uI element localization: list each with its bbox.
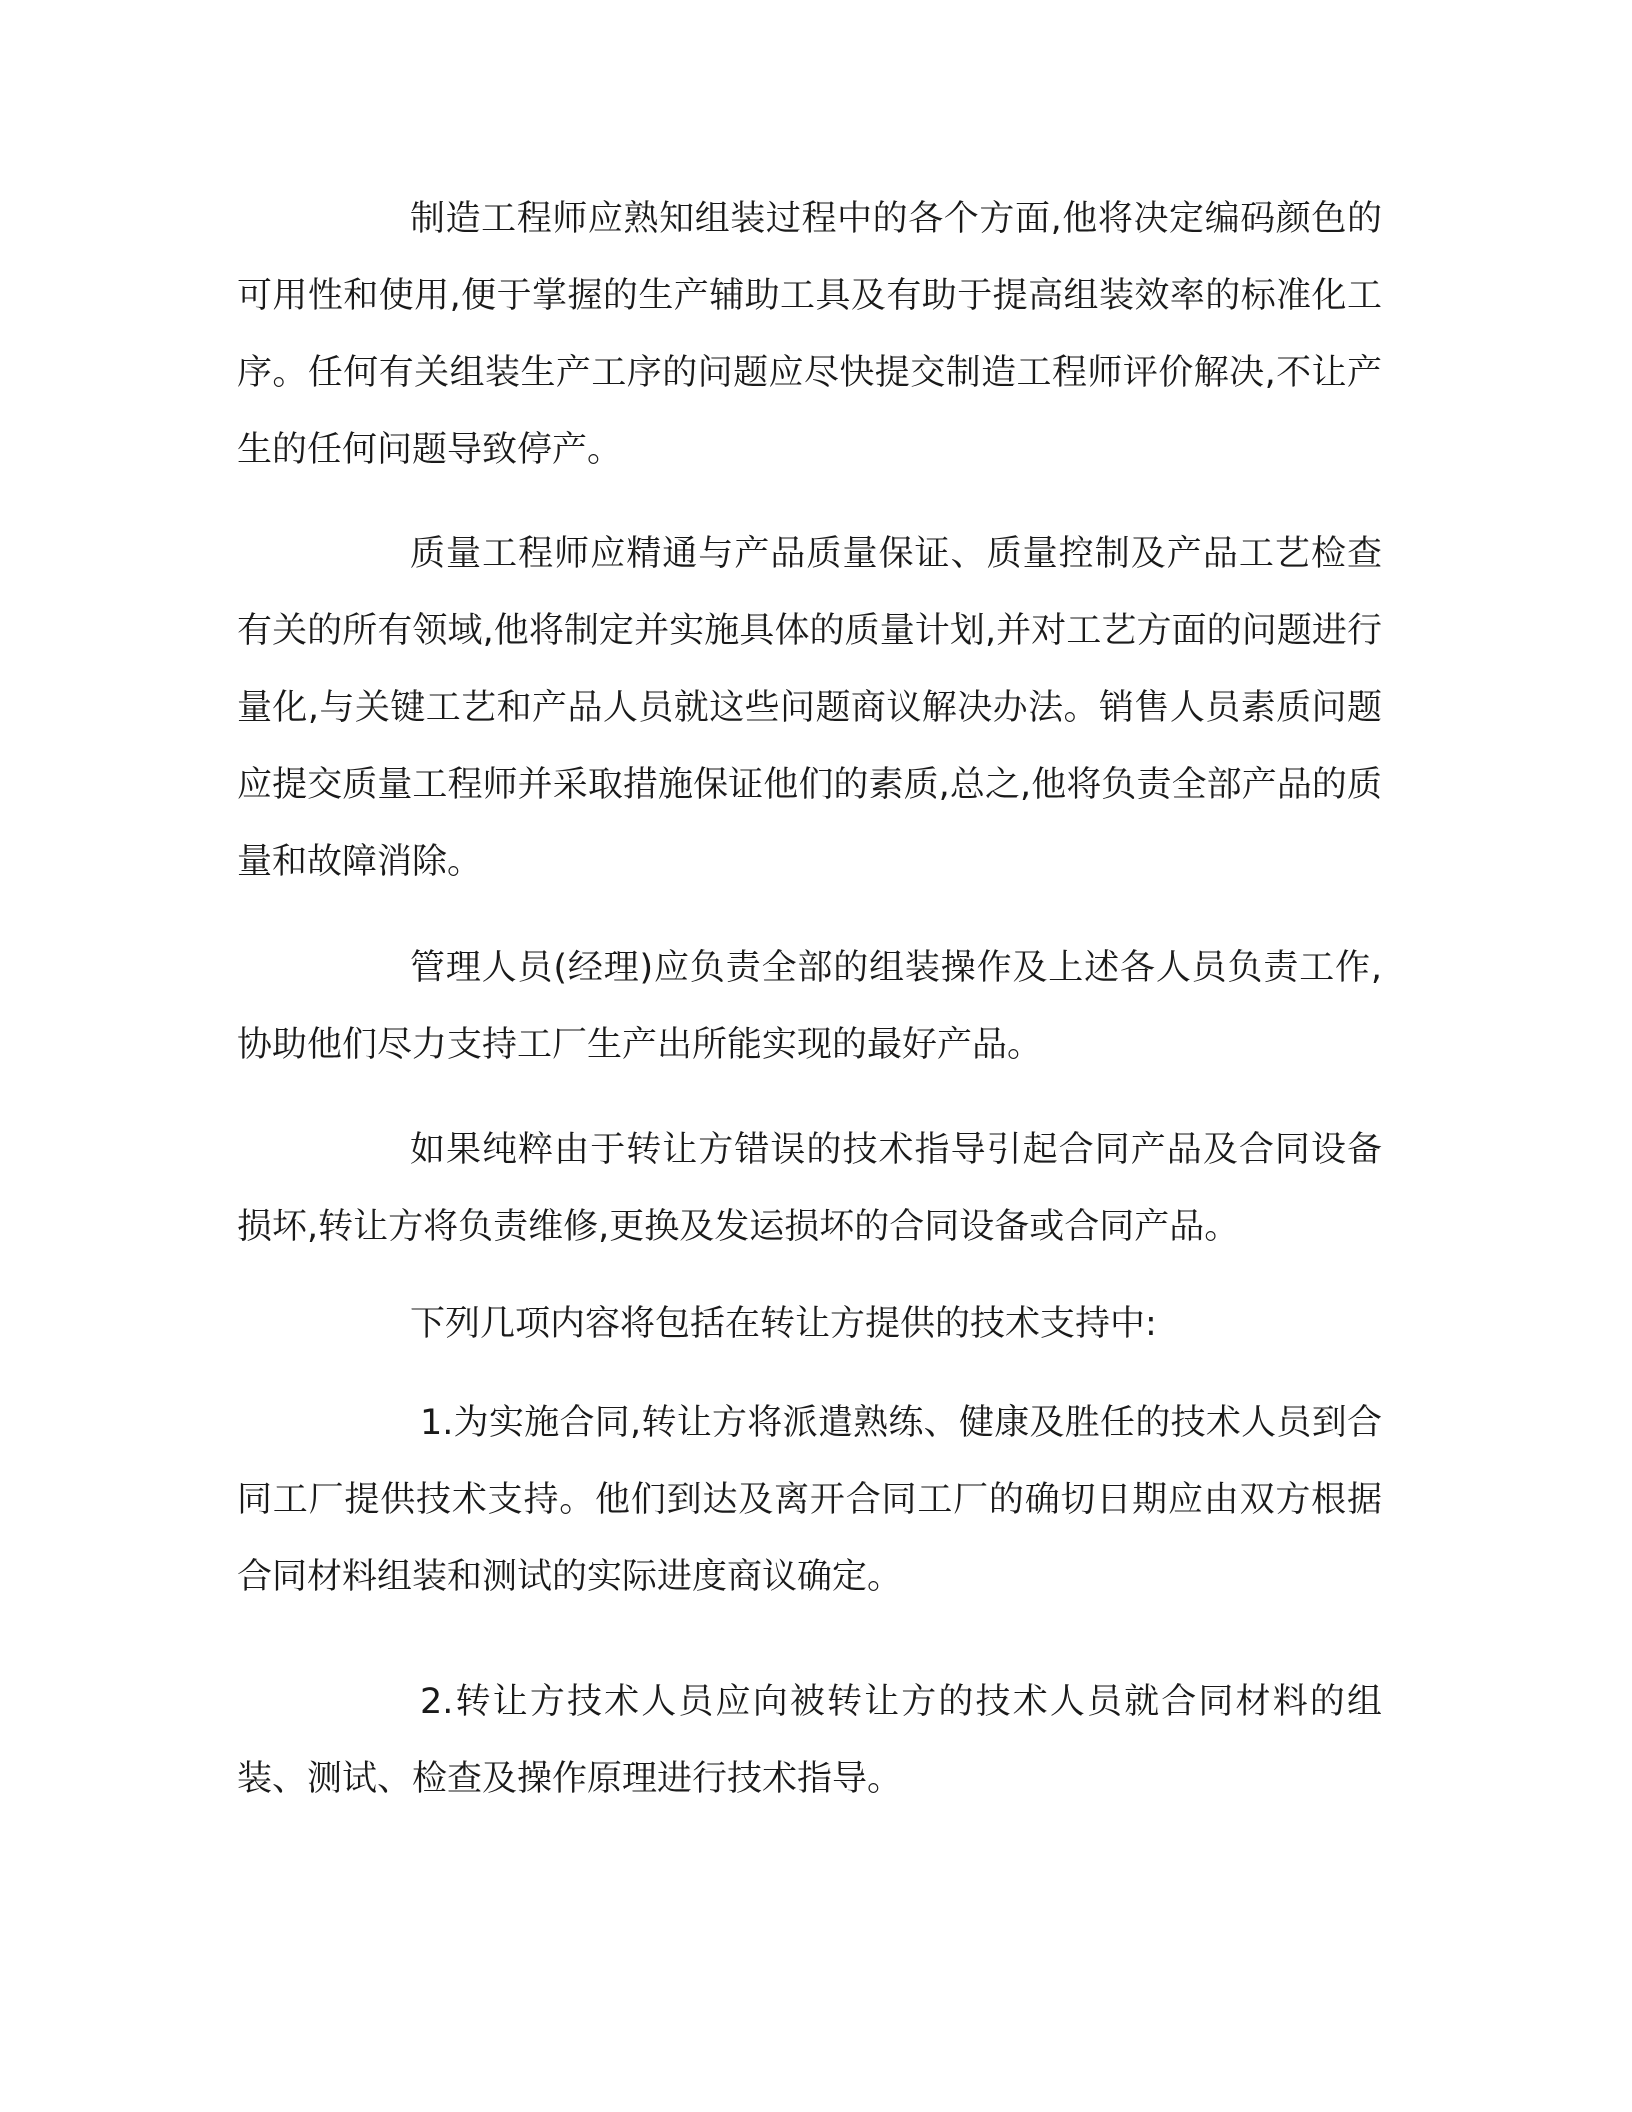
list-item-2: 2.转让方技术人员应向被转让方的技术人员就合同材料的组装、测试、检查及操作原理进行技术指导。 bbox=[237, 1682, 1382, 1799]
paragraph-manufacturing-engineer: 制造工程师应熟知组装过程中的各个方面,他将决定编码颜色的可用性和使用,便于掌握的生产辅助工具及有助于提高组装效率的标准化工序。任何有关组装生产工序的问题应尽快提交制造工程师评价解决,不让产生的任何问题导致停产。 bbox=[237, 199, 1382, 470]
paragraph-damage-responsibility: 如果纯粹由于转让方错误的技术指导引起合同产品及合同设备损坏,转让方将负责维修,更换及发运损坏的合同设备或合同产品。 bbox=[237, 1130, 1382, 1247]
paragraph-technical-support-intro: 下列几项内容将包括在转让方提供的技术支持中: bbox=[410, 1304, 1157, 1344]
list-item-1: 1.为实施合同,转让方将派遣熟练、健康及胜任的技术人员到合同工厂提供技术支持。他们到达及离开合同工厂的确切日期应由双方根据合同材料组装和测试的实际进度商议确定。 bbox=[237, 1403, 1382, 1597]
paragraph-quality-engineer: 质量工程师应精通与产品质量保证、质量控制及产品工艺检查有关的所有领域,他将制定并实施具体的质量计划,并对工艺方面的问题进行量化,与关键工艺和产品人员就这些问题商议解决办法。销售人员素质问题应提交质量工程师并采取措施保证他们的素质,总之,他将负责全部产品的质量和故障消除。 bbox=[237, 534, 1382, 882]
paragraph-manager: 管理人员(经理)应负责全部的组装操作及上述各人员负责工作,协助他们尽力支持工厂生产出所能实现的最好产品。 bbox=[237, 948, 1382, 1065]
